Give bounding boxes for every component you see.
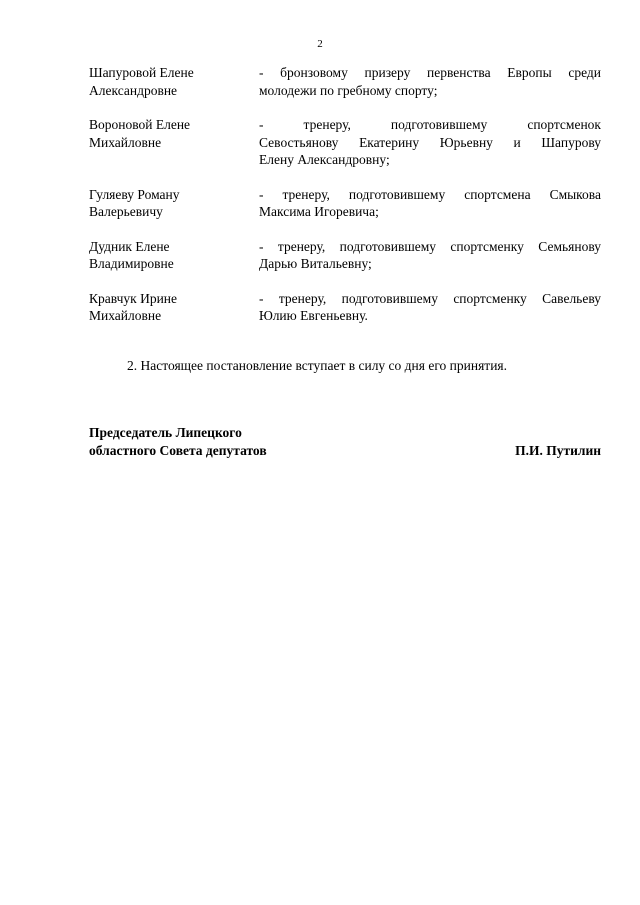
signature-bottom-line <box>89 442 601 460</box>
awardee-name <box>89 64 259 99</box>
awardee-row <box>89 186 601 221</box>
awardee-name <box>89 186 259 221</box>
awardee-description-line: Севостьянову Екатерину Юрьевну и Шапурову <box>259 134 601 150</box>
awardee-name-line: Михайловне <box>89 134 162 150</box>
awardee-description <box>259 238 601 273</box>
awardee-list <box>89 64 601 342</box>
awardee-name <box>89 116 259 169</box>
effective-date-clause: 2. Настоящее постановление вступает в силу со дня его принятия. <box>127 358 508 373</box>
awardee-description-line: Дарью Витальевну; <box>259 256 372 271</box>
awardee-name-line: Дудник Елене <box>89 238 170 254</box>
awardee-name <box>89 290 259 325</box>
signature-block <box>89 424 601 460</box>
awardee-description-line: Елену Александровну; <box>259 152 390 167</box>
awardee-row <box>89 290 601 325</box>
awardee-description-line: - тренеру, подготовившему спортсменку Семьянову <box>259 238 601 254</box>
awardee-description-line: - тренеру, подготовившему спортсменку Савельеву <box>259 290 601 306</box>
awardee-row <box>89 64 601 99</box>
awardee-description <box>259 64 601 99</box>
awardee-name-line: Михайловне <box>89 308 162 323</box>
awardee-name-line: Гуляеву Роману <box>89 186 180 202</box>
awardee-description-line: молодежи по гребному спорту; <box>259 82 438 98</box>
awardee-description-line: Юлию Евгеньевну. <box>259 308 368 323</box>
awardee-description <box>259 186 601 221</box>
awardee-name-line: Владимировне <box>89 256 174 271</box>
awardee-row <box>89 116 601 169</box>
awardee-description-line: - бронзовому призеру первенства Европы среди <box>259 65 601 80</box>
awardee-description <box>259 290 601 325</box>
signatory-name: П.И. Путилин <box>515 443 601 458</box>
awardee-name <box>89 238 259 273</box>
awardee-description-line: Максима Игоревича; <box>259 204 379 219</box>
signatory-title-line1: Председатель Липецкого <box>89 425 242 440</box>
awardee-name-line: Валерьевичу <box>89 204 163 219</box>
awardee-description-line: - тренеру, подготовившему спортсмена Смыкова <box>259 186 601 202</box>
signatory-title-line2: областного Совета депутатов <box>89 443 267 458</box>
awardee-name-line: Кравчук Ирине <box>89 290 178 306</box>
awardee-row <box>89 238 601 273</box>
awardee-description-line: - тренеру, подготовившему спортсменок <box>259 117 601 132</box>
awardee-description <box>259 116 601 169</box>
page-number: 2 <box>317 38 323 50</box>
awardee-name-line: Шапуровой Елене <box>89 65 194 80</box>
awardee-name-line: Александровне <box>89 82 178 98</box>
awardee-name-line: Вороновой Елене <box>89 117 191 132</box>
